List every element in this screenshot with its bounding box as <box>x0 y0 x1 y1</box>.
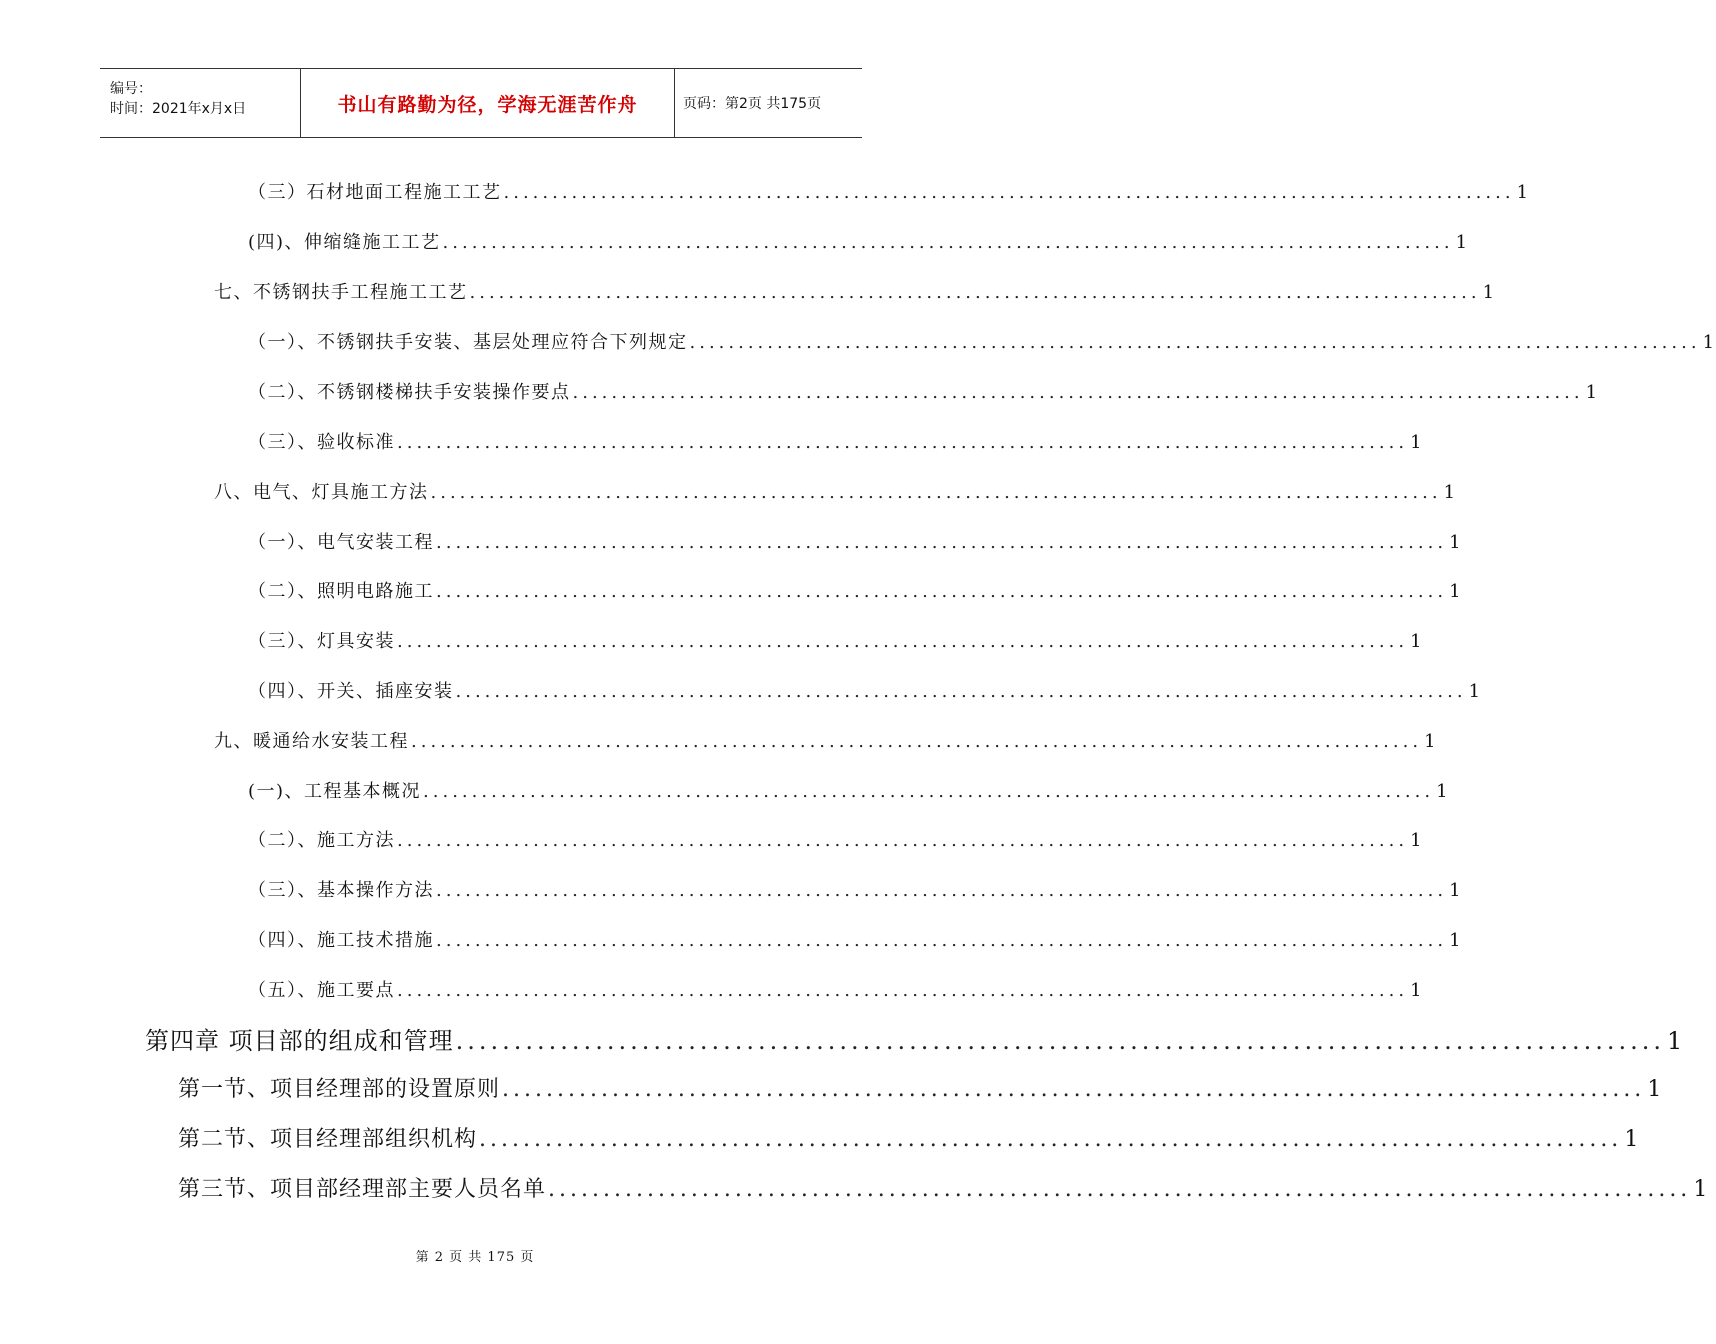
page-footer: 第 2 页 共 175 页 <box>415 1250 535 1265</box>
toc-leader-dots: ........................................................................................................ <box>503 182 1515 203</box>
toc-leader-dots: ........................................................................................................ <box>436 930 1448 951</box>
toc-leader-dots: ........................................................................................................ <box>397 980 1409 1001</box>
toc-entry-page: 1 <box>1436 781 1450 802</box>
toc-entry-page: 1 <box>1410 830 1424 851</box>
toc-entry-page: 1 <box>1647 1077 1663 1102</box>
toc-leader-dots: ........................................................................................................ <box>397 830 1409 851</box>
toc-leader-dots: ........................................................................................................ <box>397 432 1409 453</box>
header-motto: 书山有路勤为径，学海无涯苦作舟 <box>301 69 675 137</box>
toc-leader-dots: ........................................................................................................ <box>430 482 1442 503</box>
toc-entry-page: 1 <box>1667 1027 1684 1055</box>
toc-entry[interactable] <box>248 777 1450 807</box>
toc-entry[interactable] <box>248 627 1424 657</box>
toc-entry-title: (四)、伸缩缝施工工艺 <box>248 232 441 253</box>
page-header <box>100 68 862 138</box>
toc-entry-page: 1 <box>1449 581 1463 602</box>
toc-chapter-entry[interactable] <box>145 1022 1684 1060</box>
toc-entry-page: 1 <box>1702 332 1716 353</box>
toc-entry-title: （五）、施工要点 <box>248 980 395 1001</box>
toc-entry-title: （一）、电气安装工程 <box>248 532 434 553</box>
toc-leader-dots: ........................................................................................................ <box>548 1177 1692 1202</box>
toc-entry-title: 第一节、项目经理部的设置原则 <box>178 1077 501 1102</box>
toc-entry-title: （二）、照明电路施工 <box>248 581 434 602</box>
serial-label: 编号： <box>110 81 152 97</box>
toc-entry-title: （二）、施工方法 <box>248 830 395 851</box>
toc-entry-page: 1 <box>1410 980 1424 1001</box>
toc-entry-title: 第二节、项目经理部组织机构 <box>178 1127 478 1152</box>
toc-entry-page: 1 <box>1449 880 1463 901</box>
toc-entry[interactable] <box>248 228 1469 258</box>
toc-leader-dots: ........................................................................................................ <box>455 1027 1666 1055</box>
toc-entry-title: 九、暖通给水安装工程 <box>214 731 409 752</box>
toc-leader-dots: ........................................................................................................ <box>479 1127 1623 1152</box>
toc-entry-title: （四）、施工技术措施 <box>248 930 434 951</box>
toc-entry-page: 1 <box>1482 282 1496 303</box>
toc-entry-page: 1 <box>1468 681 1482 702</box>
toc-entry[interactable] <box>214 278 1496 308</box>
toc-entry-page: 1 <box>1449 532 1463 553</box>
toc-section-entry[interactable] <box>178 1172 1709 1208</box>
toc-entry[interactable] <box>248 178 1530 208</box>
toc-leader-dots: ........................................................................................................ <box>436 532 1448 553</box>
toc-entry[interactable] <box>248 876 1463 906</box>
toc-entry-title: （三）、验收标准 <box>248 432 395 453</box>
toc-entry-page: 1 <box>1693 1177 1709 1202</box>
toc-entry-title: (一)、工程基本概况 <box>248 781 422 802</box>
toc-leader-dots: ........................................................................................................ <box>423 781 1435 802</box>
toc-entry[interactable] <box>248 328 1716 358</box>
toc-entry-page: 1 <box>1410 432 1424 453</box>
toc-leader-dots: ........................................................................................................ <box>397 631 1409 652</box>
toc-entry[interactable] <box>248 976 1424 1006</box>
toc-leader-dots: ........................................................................................................ <box>689 332 1701 353</box>
toc-entry-page: 1 <box>1516 182 1530 203</box>
toc-entry[interactable] <box>248 577 1463 607</box>
toc-entry[interactable] <box>248 378 1599 408</box>
toc-entry-page: 1 <box>1585 382 1599 403</box>
toc-entry-title: （三）、基本操作方法 <box>248 880 434 901</box>
toc-entry-title: （二）、不锈钢楼梯扶手安装操作要点 <box>248 382 571 403</box>
toc-entry-title: 七、不锈钢扶手工程施工工艺 <box>214 282 468 303</box>
header-page-info: 页码：第2页 共175页 <box>683 96 822 112</box>
toc-leader-dots: ........................................................................................................ <box>436 880 1448 901</box>
toc-section-entry[interactable] <box>178 1072 1663 1108</box>
toc-entry-page: 1 <box>1449 930 1463 951</box>
toc-leader-dots: ........................................................................................................ <box>572 382 1584 403</box>
time-label: 时间：2021年x月x日 <box>110 101 247 117</box>
toc-entry[interactable] <box>248 826 1424 856</box>
toc-entry-title: 第三节、项目部经理部主要人员名单 <box>178 1177 547 1202</box>
toc-leader-dots: ........................................................................................................ <box>455 681 1467 702</box>
toc-entry-title: （三）、灯具安装 <box>248 631 395 652</box>
toc-entry-page: 1 <box>1624 1127 1640 1152</box>
toc-entry-title: （一）、不锈钢扶手安装、基层处理应符合下列规定 <box>248 332 688 353</box>
toc-entry[interactable] <box>248 677 1482 707</box>
toc-entry[interactable] <box>248 926 1463 956</box>
toc-entry[interactable] <box>214 478 1457 508</box>
toc-section-entry[interactable] <box>178 1122 1640 1158</box>
toc-entry[interactable] <box>214 727 1438 757</box>
toc-entry-title: （三）石材地面工程施工工艺 <box>248 182 502 203</box>
toc-leader-dots: ........................................................................................................ <box>442 232 1454 253</box>
toc-entry-page: 1 <box>1443 482 1457 503</box>
toc-entry-page: 1 <box>1424 731 1438 752</box>
header-meta <box>100 69 301 137</box>
toc-entry[interactable] <box>248 428 1424 458</box>
toc-entry-page: 1 <box>1455 232 1469 253</box>
toc-entry[interactable] <box>248 528 1463 558</box>
toc-leader-dots: ........................................................................................................ <box>469 282 1481 303</box>
toc-leader-dots: ........................................................................................................ <box>436 581 1448 602</box>
toc-leader-dots: ........................................................................................................ <box>411 731 1423 752</box>
toc-leader-dots: ........................................................................................................ <box>502 1077 1646 1102</box>
toc-entry-page: 1 <box>1410 631 1424 652</box>
toc-entry-title: （四）、开关、插座安装 <box>248 681 454 702</box>
toc-entry-title: 八、电气、灯具施工方法 <box>214 482 429 503</box>
toc-entry-title: 第四章 项目部的组成和管理 <box>145 1027 454 1055</box>
